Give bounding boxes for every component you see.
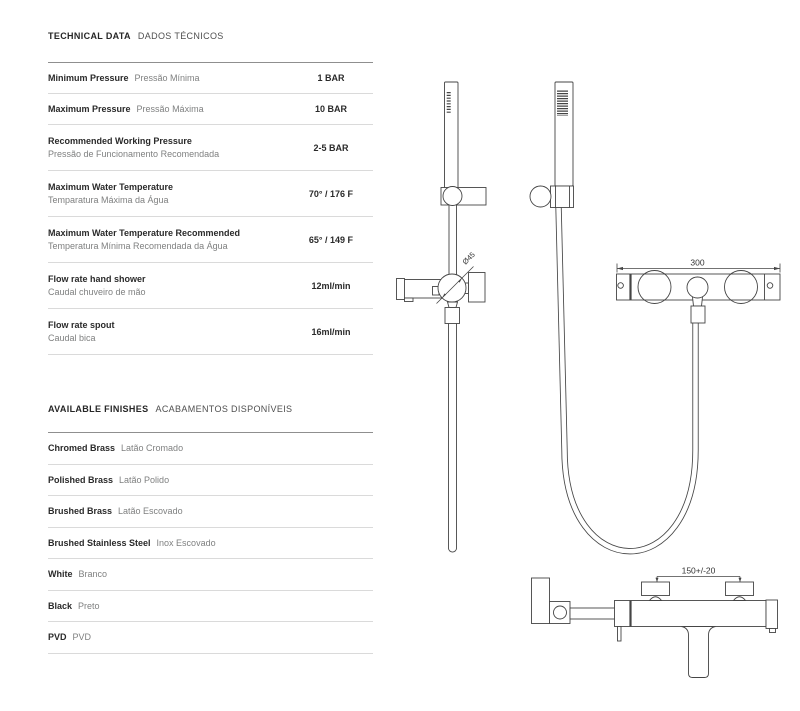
wall-holder <box>551 186 574 208</box>
finish-name-pt: Preto <box>78 600 100 611</box>
row-label-pt: Temperatura Mínima Recomendada da Água <box>48 240 228 251</box>
row-label-pt: Temparatura Máxima da Água <box>48 194 169 205</box>
bracket-knob <box>554 606 567 619</box>
row-value: 65° / 149 F <box>308 234 354 245</box>
connecting-arm <box>570 608 615 619</box>
hose-outlet <box>687 277 708 298</box>
finish-name-en: Brushed Brass <box>48 506 113 517</box>
row-value: 70° / 176 F <box>308 188 354 199</box>
row-label-pt: Pressão Mínima <box>134 73 200 83</box>
finish-name-en: Brushed Stainless Steel <box>48 537 151 548</box>
section-title-en: AVAILABLE FINISHES <box>48 404 149 414</box>
screw-hole <box>618 283 624 289</box>
row-label-en: Flow rate spout <box>48 320 115 330</box>
dimension-inlet-centers <box>656 566 742 583</box>
finish-name-pt: Latão Polido <box>119 474 170 485</box>
hand-shower <box>445 82 459 188</box>
slider-knob <box>443 187 462 206</box>
row-label-pt: Pressão Máxima <box>136 104 204 114</box>
holder-knob <box>530 186 551 207</box>
drawing-top-view <box>617 258 781 324</box>
row-label-en: Maximum Water Temperature Recommended <box>48 228 241 238</box>
row-label-pt: Caudal chuveiro de mão <box>48 286 146 297</box>
shower-hose-loop <box>559 206 696 551</box>
section-title-pt: DADOS TÉCNICOS <box>137 31 224 41</box>
finish-name-pt: Latão Escovado <box>118 506 183 517</box>
hose-nut <box>691 306 705 323</box>
hose-nut <box>445 308 460 324</box>
finish-name-pt: Branco <box>78 569 108 580</box>
dimension-bar-width <box>617 258 780 273</box>
drawing-front-view <box>397 82 487 548</box>
row-label-en: Minimum Pressure <box>48 73 129 83</box>
wall-union-right <box>726 582 754 596</box>
dimension-label-inlet-centers: 150+/-20 <box>681 565 716 576</box>
tub-spout <box>682 627 716 678</box>
screw-hole <box>767 283 773 289</box>
row-label-en: Maximum Pressure <box>48 104 131 114</box>
row-value: 12ml/min <box>311 280 351 291</box>
finish-name-en: PVD <box>48 632 67 643</box>
row-label-en: Maximum Water Temperature <box>48 182 174 192</box>
row-value: 10 BAR <box>314 104 347 114</box>
row-label-pt: Caudal bica <box>48 332 96 343</box>
dimension-label-diameter: Ø45 <box>460 250 477 267</box>
hand-shower-side <box>555 82 573 186</box>
outlet-nub <box>770 629 776 633</box>
spout-end-cap <box>397 279 405 300</box>
row-label-en: Flow rate hand shower <box>48 274 146 284</box>
diverter-knob <box>469 273 486 303</box>
drawing-mixer-front-view <box>532 566 778 678</box>
row-value: 1 BAR <box>317 73 345 83</box>
finish-name-pt: Latão Cromado <box>121 443 184 454</box>
finish-name-en: Chromed Brass <box>48 443 116 454</box>
finish-name-en: Polished Brass <box>48 474 114 485</box>
dimension-label-bar-width: 300 <box>690 257 705 268</box>
row-value: 16ml/min <box>311 326 351 337</box>
section-title-pt: ACABAMENTOS DISPONÍVEIS <box>155 404 293 414</box>
shower-holder-plate <box>532 578 550 624</box>
row-label-en: Recommended Working Pressure <box>48 136 192 146</box>
finish-name-pt: Inox Escovado <box>156 537 216 548</box>
diverter-pull <box>618 627 622 642</box>
mixer-body <box>615 601 767 627</box>
spout-aerator <box>405 298 414 302</box>
row-label-pt: Pressão de Funcionamento Recomendada <box>48 148 220 159</box>
section-title-en: TECHNICAL DATA <box>48 31 131 41</box>
rail <box>449 200 457 285</box>
drawing-side-view-hose <box>530 82 574 208</box>
row-value: 2-5 BAR <box>313 142 349 153</box>
finish-name-en: White <box>48 569 73 580</box>
wall-union-left <box>642 582 670 596</box>
mixer-end-cap <box>766 600 778 629</box>
finish-name-en: Black <box>48 600 73 611</box>
finish-name-pt: PVD <box>72 632 92 643</box>
